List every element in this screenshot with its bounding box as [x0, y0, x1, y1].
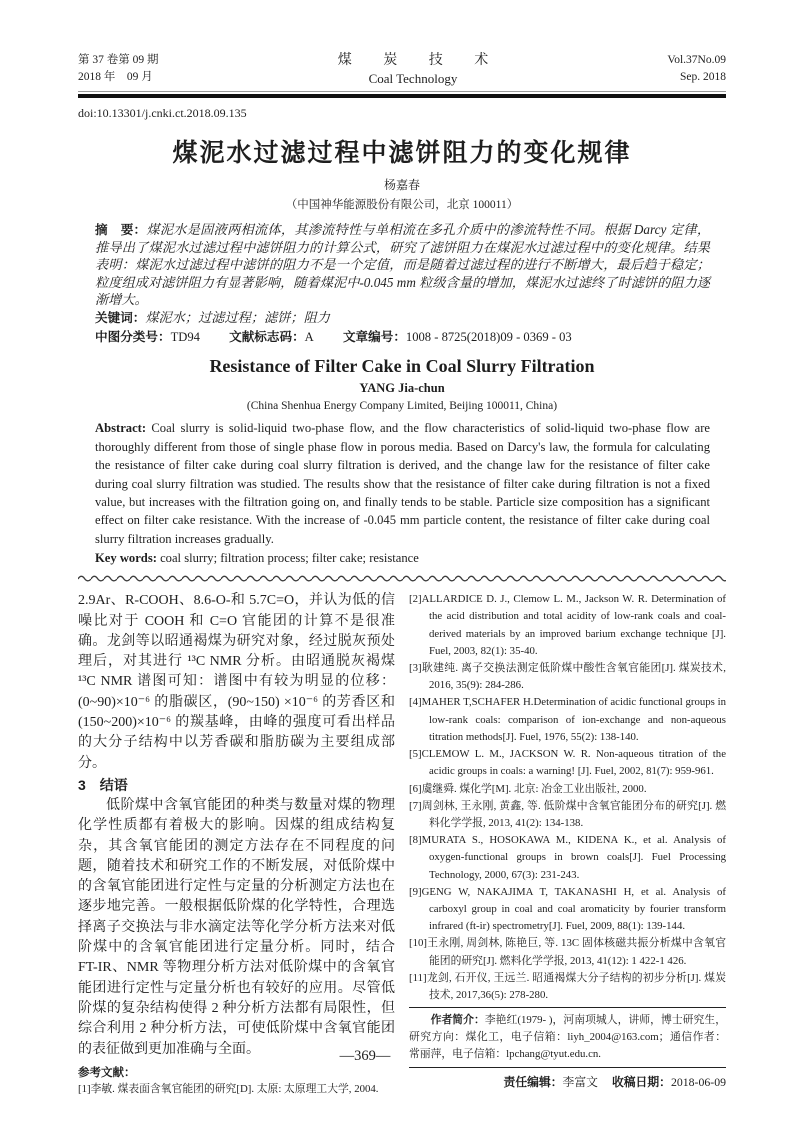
received-date-label: 收稿日期：	[611, 1075, 671, 1090]
clc-value: TD94	[170, 330, 200, 345]
two-column-body	[78, 591, 726, 1097]
clc-label: 中图分类号：	[95, 330, 171, 345]
editor-label: 责任编辑：	[503, 1075, 563, 1090]
issue-volume-cn: 第 37 卷第 09 期	[78, 54, 159, 66]
reference-item-10: [10]王永刚, 周剑林, 陈艳巨, 等. 13C 固体核磁共振分析煤中含氧官能团的研究[J]. 燃料化学学报, 2013, 41(12): 1 422-1 426.	[409, 937, 726, 967]
abstract-en	[95, 419, 710, 548]
reference-item-3: [3]耿建纯. 离子交换法测定低阶煤中酸性含氧官能团[J]. 煤炭技术, 2016, 35(9): 284-286.	[409, 662, 726, 692]
article-title-en: Resistance of Filter Cake in Coal Slurry Filtration	[209, 356, 595, 377]
journal-title-en: Coal Technology	[368, 71, 458, 86]
abstract-text-cn: 煤泥水是固液两相流体，其渗流特性与单相流在多孔介质中的渗流特性不同。根据 Darcy 定律，推导出了煤泥水过滤过程中滤饼阻力的计算公式，研究了滤饼阻力在煤泥水过滤过程中的变化规律。结果表明：煤泥水过滤过程中滤饼的阻力不是一个定值，而是随着过滤过程的进行不断增大，最后趋于稳定；粒度组成对滤饼阻力有显著影响，随着煤泥中-0.045 mm 粒级含量的增加，煤泥水过滤终了时滤饼的阻力逐渐增大。	[95, 222, 711, 307]
abstract-cn	[95, 221, 710, 308]
journal-title-cn: 煤 炭 技 术	[337, 53, 503, 68]
left-column	[78, 591, 395, 1097]
right-column	[409, 591, 726, 1097]
body-paragraph-continued: 2.9Ar、R-COOH、8.6-O-和 5.7C=O，并认为低的信噪比对于 COOH 和 C=O 官能团的计算不是很准确。龙剑等以昭通褐煤为研究对象，经过脱灰预处理后，对其进行 ¹³C NMR 分析。由昭通脱灰褐煤 ¹³C NMR 谱图可知：谱图中有较为明显的位移：(0~90)×10⁻⁶ 的脂碳区，(90~150) ×10⁻⁶ 的芳香区和(150~200)×10⁻⁶ 的羰基峰，由峰的强度可看出样品的大分子结构中以芳香碳和脂肪碳为主要组成部分。	[78, 593, 395, 771]
affiliation-en: (China Shenhua Energy Company Limited, Beijing 100011, China)	[246, 400, 558, 413]
header-rule-thick	[78, 94, 726, 98]
doc-code-value: A	[304, 330, 314, 345]
reference-item-8: [8]MURATA S., HOSOKAWA M., KIDENA K., et al. Analysis of oxygen-functional groups in brown coals[J]. Fuel Processing Technology, 2000, 67(3): 231-243.	[409, 834, 726, 881]
volume-number-en: Vol.37No.09	[667, 54, 726, 66]
reference-item-7: [7]周剑林, 王永刚, 黄鑫, 等. 低阶煤中含氧官能团分布的研究[J]. 燃料化学学报, 2013, 41(2): 134-138.	[409, 799, 726, 829]
article-title-cn: 煤泥水过滤过程中滤饼阻力的变化规律	[172, 140, 632, 167]
classification-line	[95, 329, 710, 346]
doc-code-label: 文献标志码：	[229, 330, 305, 345]
keywords-cn	[95, 309, 710, 327]
journal-header	[78, 52, 726, 87]
reference-item-5: [5]CLEMOW L. M., JACKSON W. R. Non-aqueous titration of the acidic groups in coals: a warning! [J]. Fuel, 2002, 81(7): 959-961.	[409, 748, 726, 778]
affiliation-cn: （中国神华能源股份有限公司，北京 100011）	[285, 199, 519, 211]
reference-item-2: [2]ALLARDICE D. J., Clemow L. M., Jackson W. R. Determination of the acid distribution and total acidity of low-rank coals and coal-derived materials by an improved barium exchange technique [J]. Fuel, 2003, 82(1): 35-40.	[409, 593, 726, 657]
article-id-label: 文章编号：	[342, 330, 406, 345]
editor-line	[409, 1073, 726, 1090]
header-rule-thin	[78, 91, 726, 92]
keywords-text-cn: 煤泥水；过滤过程；滤饼；阻力	[145, 310, 330, 326]
doi-line: doi:10.13301/j.cnki.ct.2018.09.135	[78, 106, 247, 120]
received-date: 2018-06-09	[670, 1075, 726, 1090]
reference-item-1: [1]李敏. 煤表面含氧官能团的研究[D]. 太原: 太原理工大学, 2004.	[78, 1082, 379, 1095]
keywords-text-en: coal slurry; filtration process; filter cake; resistance	[160, 551, 419, 566]
references-heading: 参考文献：	[78, 1066, 136, 1079]
wavy-divider	[78, 574, 726, 583]
author-bio-label: 作者简介：	[430, 1014, 485, 1027]
issue-date-cn: 2018 年 09 月	[78, 71, 153, 83]
reference-item-9: [9]GENG W, NAKAJIMA T, TAKANASHI H, et al. Analysis of carboxyl group in coal and coal aromaticity by fourier transform infrared (ft-ir) spectrometry[J]. Fuel, 2009, 88(1): 139-144.	[409, 885, 726, 933]
reference-item-6: [6]虞继舜. 煤化学[M]. 北京: 冶金工业出版社, 2000.	[409, 782, 647, 795]
reference-item-4: [4]MAHER T,SCHAFER H.Determination of acidic functional groups in low-rank coals: comparison of ion-exchange and non-aqueous titration methods[J]. Fuel, 1976, 55(2): 138-140.	[409, 696, 726, 743]
abstract-label-cn: 摘 要：	[95, 223, 147, 237]
body-paragraph-conclusion: 低阶煤中含氧官能团的种类与数量对煤的物理化学性质都有着极大的影响。因煤的组成结构复杂，其含氧官能团的测定方法存在不同程度的问题，随着技术和研究工作的不断发展，对低阶煤中的含氧官能团进行定性与定量的分析测定方法也在逐步地完善。一般根据低阶煤的化学特性，合理选择离子交换法与非水滴定法等化学分析方法来对低阶煤中的含氧官能团进行定量分析。同时，结合 FT-IR、NMR 等物理分析方法对低阶煤中的含氧官能团进行定性与定量分析也有较好的应用。尽管低阶煤的复杂结构使得 2 种分析方法都有局限性，但综合利用 2 种分析方法，可使低阶煤中含氧官能团的表征做到更加准确与全面。	[78, 797, 395, 1057]
abstract-text-en: Coal slurry is solid-liquid two-phase flow, and the flow characteristics of solid-liquid two-phase flow are thoroughly different from those of single phase flow in porous media. Based on Darcy's law, the formula for calculating the resistance of filter cake during coal slurry filtration is derived, and the change law for the resistance of filter cake during coal slurry filtration was studied. The results show that the resistance of filter cake during filtration is not a fixed value, but increases with the filtration going on, and finally tends to be stable. Particle size composition has a significant effect on filter cake resistance. With the increase of -0.045 mm particle content, the resistance of filter cake during coal slurry filtration increases gradually.	[95, 421, 710, 546]
keywords-en	[95, 549, 710, 567]
abstract-label-en: Abstract:	[95, 421, 147, 436]
keywords-label-cn: 关键词：	[95, 311, 146, 326]
page-number: —369—	[339, 1048, 391, 1064]
keywords-label-en: Key words:	[95, 551, 157, 566]
article-id-value: 1008 - 8725(2018)09 - 0369 - 03	[405, 330, 572, 345]
reference-item-11: [11]龙剑, 石开仪, 王远兰. 昭通褐煤大分子结构的初步分析[J]. 煤炭技术, 2017,36(5): 278-280.	[409, 971, 726, 1001]
section-heading-conclusion: 3 结语	[78, 776, 128, 793]
author-name-cn: 杨嘉春	[383, 178, 420, 192]
author-bio-text: 李艳红(1979- )，河南项城人，讲师，博士研究生，研究方向：煤化工，电子信箱：liyh_2004@163.com；通信作者：常丽萍，电子信箱：lpchang@tyut.edu.cn.	[409, 1014, 727, 1061]
editor-name: 李富文	[562, 1075, 598, 1090]
issue-month-en: Sep. 2018	[679, 71, 726, 83]
author-name-en: YANG Jia-chun	[359, 381, 445, 396]
